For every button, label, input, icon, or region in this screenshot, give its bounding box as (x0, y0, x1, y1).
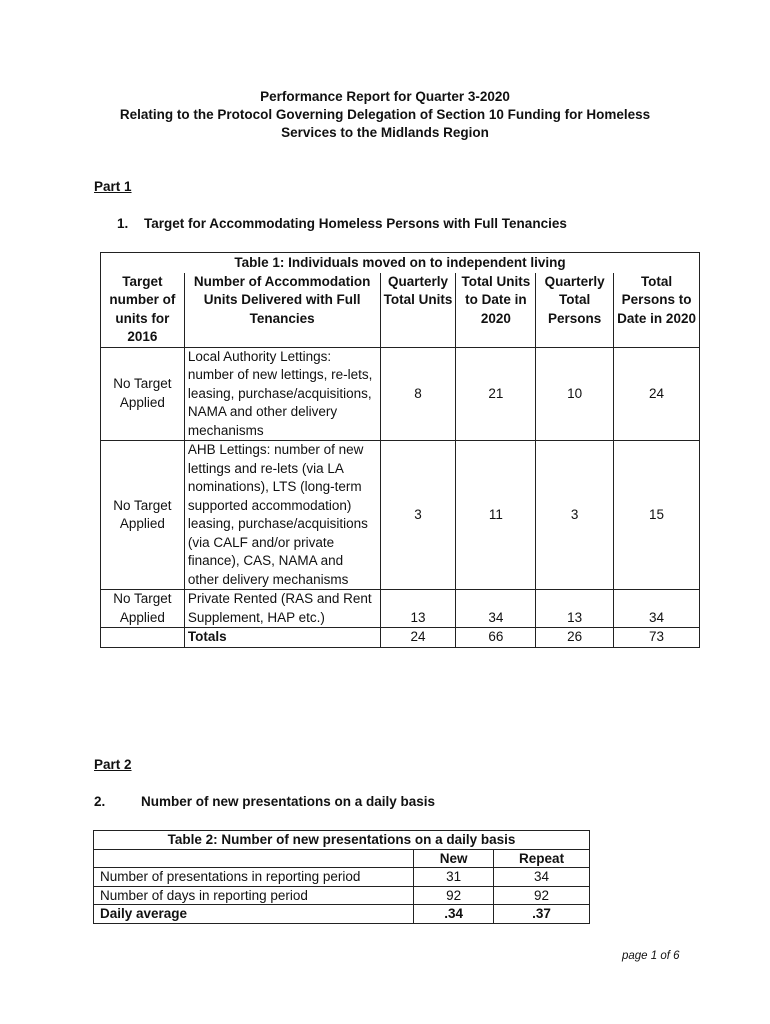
target-cell: No Target Applied (101, 441, 185, 590)
totals-row (101, 628, 700, 648)
row-label: Daily average (94, 905, 414, 924)
quarterly-persons-cell: 13 (536, 590, 614, 628)
table-row (94, 886, 590, 905)
table-1-header: Quarterly Total Units (380, 273, 456, 348)
totals-total-persons: 73 (614, 628, 700, 648)
table-2-header-new: New (414, 849, 494, 868)
section-1-title: Target for Accommodating Homeless Persons with Full Tenancies (144, 216, 567, 231)
table-1-header: Target number of units for 2016 (101, 273, 185, 348)
totals-empty-cell (101, 628, 185, 648)
target-cell: No Target Applied (101, 347, 185, 441)
totals-quarterly-persons: 26 (536, 628, 614, 648)
section-1-number: 1. (117, 216, 129, 231)
table-row (101, 590, 700, 628)
repeat-value: .37 (494, 905, 590, 924)
table-2 (93, 830, 590, 924)
section-2-heading (94, 794, 435, 809)
table-row (94, 905, 590, 924)
totals-label: Totals (184, 628, 380, 648)
table-1-header: Total Units to Date in 2020 (456, 273, 536, 348)
part-1-label: Part 1 (94, 179, 132, 194)
target-cell: No Target Applied (101, 590, 185, 628)
total-units-cell: 21 (456, 347, 536, 441)
section-2-title: Number of new presentations on a daily basis (141, 794, 436, 809)
description-cell: AHB Lettings: number of new lettings and re-lets (via LA nominations), LTS (long-term supported accommodation) leasing, purchase/acquisitions (via CALF and/or private finance), CAS, NAMA and other delivery mechanisms (184, 441, 380, 590)
total-persons-cell: 34 (614, 590, 700, 628)
totals-total-units: 66 (456, 628, 536, 648)
section-2-number: 2. (94, 794, 106, 809)
table-row (101, 441, 700, 590)
table-row (94, 868, 590, 887)
title-line-2: Relating to the Protocol Governing Delegation of Section 10 Funding for Homeless (119, 107, 651, 122)
table-2-caption: Table 2: Number of new presentations on a daily basis (94, 831, 590, 850)
table-1-header: Quarterly Total Persons (536, 273, 614, 348)
report-title (0, 88, 770, 142)
description-cell: Private Rented (RAS and Rent Supplement, HAP etc.) (184, 590, 380, 628)
new-value: 92 (414, 886, 494, 905)
table-row (101, 347, 700, 441)
title-line-3: Services to the Midlands Region (281, 125, 489, 140)
quarterly-persons-cell: 10 (536, 347, 614, 441)
new-value: .34 (414, 905, 494, 924)
total-persons-cell: 15 (614, 441, 700, 590)
quarterly-units-cell: 13 (380, 590, 456, 628)
table-1-header: Number of Accommodation Units Delivered with Full Tenancies (184, 273, 380, 348)
quarterly-units-cell: 8 (380, 347, 456, 441)
table-1-header: Total Persons to Date in 2020 (614, 273, 700, 348)
part-2-label: Part 2 (94, 757, 132, 772)
row-label: Number of days in reporting period (94, 886, 414, 905)
total-units-cell: 11 (456, 441, 536, 590)
title-line-1: Performance Report for Quarter 3-2020 (260, 89, 510, 104)
total-units-cell: 34 (456, 590, 536, 628)
table-2-header-repeat: Repeat (494, 849, 590, 868)
total-persons-cell: 24 (614, 347, 700, 441)
new-value: 31 (414, 868, 494, 887)
description-cell: Local Authority Lettings: number of new lettings, re-lets, leasing, purchase/acquisitions, NAMA and other delivery mechanisms (184, 347, 380, 441)
quarterly-units-cell: 3 (380, 441, 456, 590)
totals-quarterly-units: 24 (380, 628, 456, 648)
quarterly-persons-cell: 3 (536, 441, 614, 590)
table-2-header-empty (94, 849, 414, 868)
table-1 (100, 252, 700, 648)
page-number: page 1 of 6 (622, 950, 680, 962)
repeat-value: 34 (494, 868, 590, 887)
repeat-value: 92 (494, 886, 590, 905)
row-label: Number of presentations in reporting period (94, 868, 414, 887)
section-1-heading (117, 216, 567, 231)
table-1-caption: Table 1: Individuals moved on to independent living (101, 253, 700, 273)
